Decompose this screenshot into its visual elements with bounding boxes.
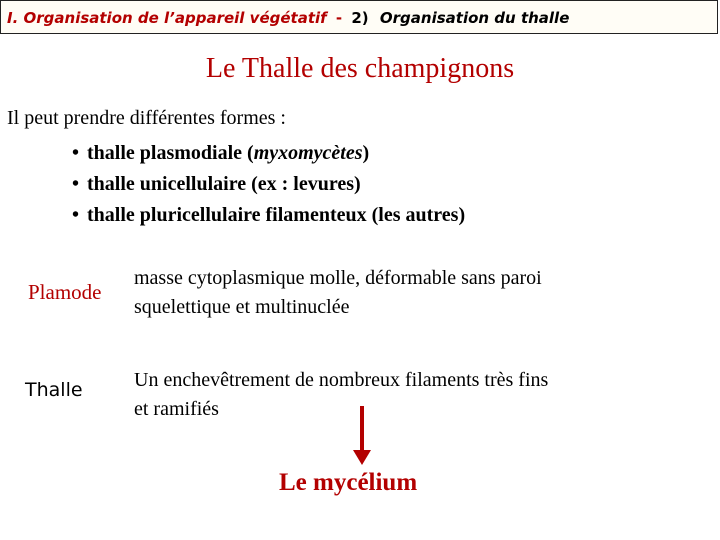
definition-line: Un enchevêtrement de nombreux filaments très fins [134, 369, 549, 391]
definition-line: et ramifiés [134, 398, 219, 420]
slide-header [0, 0, 718, 34]
bullet-icon: • [72, 204, 80, 226]
bullet-icon: • [72, 173, 80, 195]
header-section: I. Organisation de l’appareil végétatif [7, 9, 327, 27]
down-arrow-icon [350, 406, 374, 466]
bullet-text: thalle pluricellulaire filamenteux (les autres) [87, 204, 466, 226]
conclusion-mycelium: Le mycélium [279, 469, 418, 496]
header-subsection: Organisation du thalle [379, 9, 570, 27]
bullet-icon: • [72, 142, 80, 164]
bullet-item-unicellulaire [72, 169, 465, 200]
definition-line: squelettique et multinuclée [134, 296, 350, 318]
definition-plamode [134, 264, 654, 322]
term-thalle: Thalle [25, 379, 83, 401]
definition-thalle [134, 366, 654, 424]
bullet-item-pluricellulaire [72, 200, 465, 231]
header-separator: - [335, 9, 343, 27]
slide-title: Le Thalle des champignons [205, 53, 515, 84]
bullet-list [72, 138, 465, 231]
header-number: 2) [351, 9, 369, 27]
bullet-text: thalle plasmodiale ( [87, 142, 254, 164]
bullet-text: thalle unicellulaire (ex : levures) [87, 173, 361, 195]
bullet-italic-text: myxomycètes [253, 142, 363, 164]
definition-line: masse cytoplasmique molle, déformable sans paroi [134, 267, 542, 289]
bullet-text-after: ) [362, 142, 370, 164]
term-plamode: Plamode [28, 280, 102, 304]
intro-text: Il peut prendre différentes formes : [7, 107, 286, 129]
bullet-item-plasmodiale [72, 138, 465, 169]
